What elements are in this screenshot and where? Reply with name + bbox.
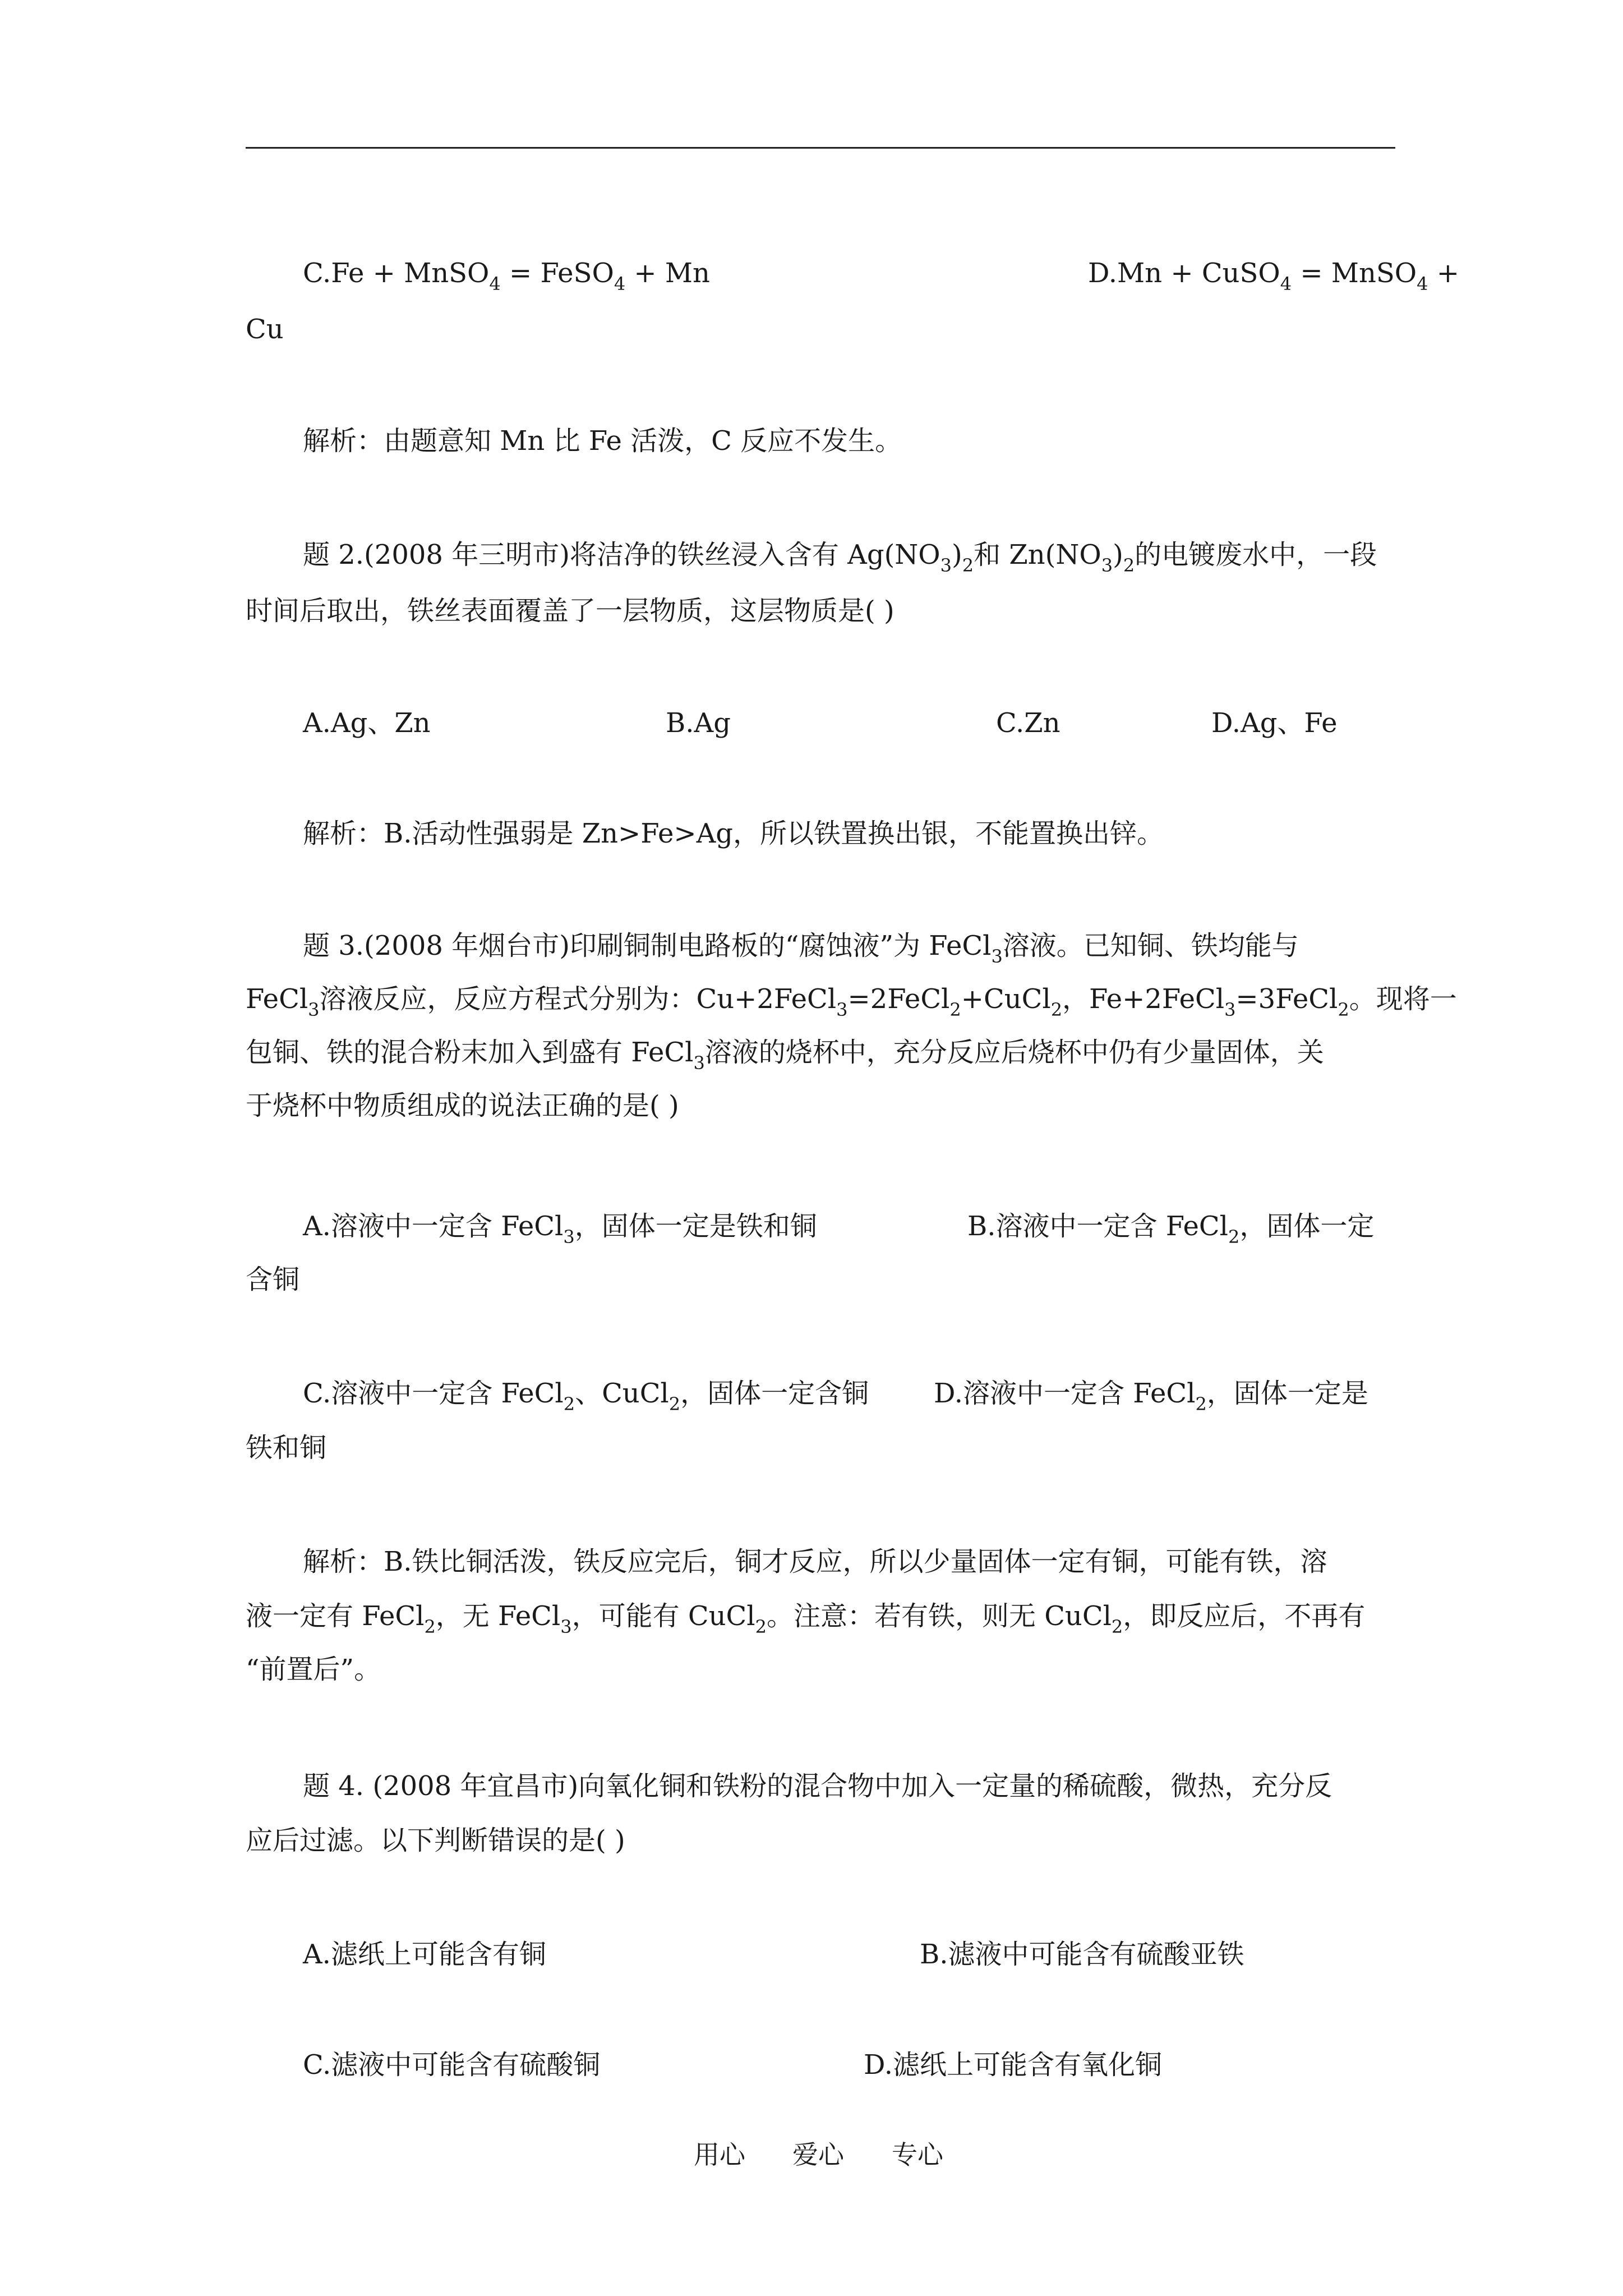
q2-option-a: A.Ag、Zn — [303, 707, 431, 739]
q4-stem-line1: 题 4. (2008 年宜昌市)向氧化铜和铁粉的混合物中加入一定量的稀硫酸，微热，充分反 — [303, 1770, 1332, 1802]
q1-option-d: D.Mn + CuSO$_4$ = MnSO$_4$ + — [1088, 257, 1459, 295]
q4-option-b: B.滤液中可能含有硫酸亚铁 — [920, 1939, 1244, 1970]
q2-option-c: C.Zn — [996, 707, 1061, 739]
q2-option-d: D.Ag、Fe — [1211, 707, 1338, 739]
q2-analysis: 解析：B.活动性强弱是 Zn>Fe>Ag，所以铁置换出银，不能置换出锌。 — [303, 818, 1164, 849]
q3-option-d: D.溶液中一定含 FeCl$_2$，固体一定是 — [934, 1378, 1368, 1415]
q3-option-c: C.溶液中一定含 FeCl$_2$、CuCl$_2$，固体一定含铜 — [303, 1378, 869, 1415]
q3-analysis-line2: 液一定有 FeCl$_2$，无 FeCl$_3$，可能有 CuCl$_2$。注意：若有铁，则无 CuCl$_2$，即反应后，不再有 — [246, 1600, 1366, 1637]
q1-analysis: 解析：由题意知 Mn 比 Fe 活泼，C 反应不发生。 — [303, 425, 902, 457]
q4-stem-line2: 应后过滤。以下判断错误的是( ) — [246, 1825, 625, 1856]
q3-stem-line1: 题 3.(2008 年烟台市)印刷铜制电路板的“腐蚀液”为 FeCl$_3$溶液。已知铜、铁均能与 — [303, 930, 1299, 967]
q4-option-d: D.滤纸上可能含有氧化铜 — [864, 2049, 1163, 2081]
q1-option-c: C.Fe + MnSO$_4$ = FeSO$_4$ + Mn — [303, 257, 710, 295]
footer-item-2: 爱心 — [792, 2139, 844, 2170]
q3-option-b: B.溶液中一定含 FeCl$_2$，固体一定 — [967, 1211, 1375, 1248]
q3-analysis-line1: 解析：B.铁比铜活泼，铁反应完后，铜才反应，所以少量固体一定有铜，可能有铁，溶 — [303, 1546, 1327, 1577]
q3-analysis-line3: “前置后”。 — [246, 1654, 381, 1685]
q2-option-b: B.Ag — [666, 707, 731, 739]
header-rule — [246, 147, 1395, 149]
q4-option-c: C.滤液中可能含有硫酸铜 — [303, 2049, 601, 2081]
q1-option-d-wrap: Cu — [246, 314, 284, 345]
q4-option-a: A.滤纸上可能含有铜 — [303, 1939, 546, 1970]
q3-stem-line4: 于烧杯中物质组成的说法正确的是( ) — [246, 1090, 679, 1121]
q3-stem-line3: 包铜、铁的混合粉末加入到盛有 FeCl$_3$溶液的烧杯中，充分反应后烧杯中仍有少量固体，关 — [246, 1037, 1324, 1074]
footer-item-1: 用心 — [694, 2139, 745, 2170]
q2-stem-line2: 时间后取出，铁丝表面覆盖了一层物质，这层物质是( ) — [246, 595, 895, 627]
q3-option-b-wrap: 含铜 — [246, 1264, 300, 1295]
q3-option-d-wrap: 铁和铜 — [246, 1432, 327, 1464]
footer-item-3: 专心 — [892, 2139, 943, 2170]
q2-stem-line1: 题 2.(2008 年三明市)将洁净的铁丝浸入含有 $Ag(NO_3)_2$和 $Zn(NO_3)_2$的电镀废水中，一段 — [303, 539, 1377, 576]
q3-stem-line2: FeCl$_3$溶液反应，反应方程式分别为：Cu+2FeCl$_3$=2FeCl$_2$+CuCl$_2$，Fe+2FeCl$_3$=3FeCl$_2$。现将一 — [246, 983, 1457, 1020]
q3-option-a: A.溶液中一定含 FeCl$_3$，固体一定是铁和铜 — [303, 1211, 817, 1248]
